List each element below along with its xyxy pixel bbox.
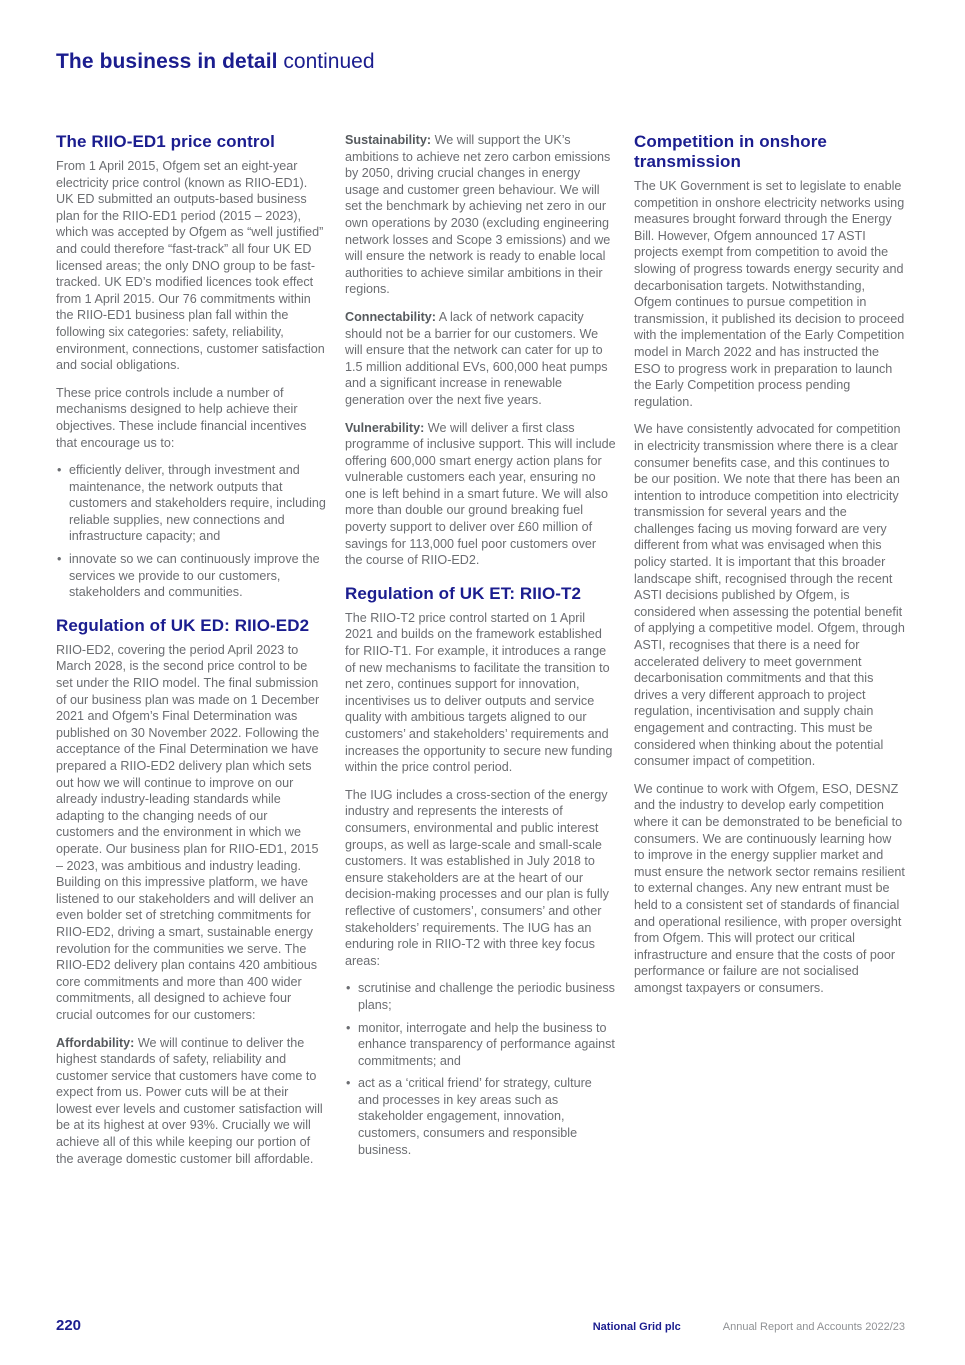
paragraph-vulnerability — [345, 420, 616, 569]
paragraph-sustainability — [345, 132, 616, 298]
paragraph-price-controls-mechanisms: These price controls include a number of mechanisms designed to help achieve their objectives. These include financial incentives that encourage us to: — [56, 385, 307, 450]
paragraph-riio-t2-overview: The RIIO-T2 price control started on 1 April 2021 and builds on the framework established for RIIO-T1. For example, it introduces a range of new mechanisms to facilitate the transition to net zero, continues support for innovation, incentivises us to deliver outputs and service quality with ambitious targets aligned to our customers’ and stakeholders’ requirements and increases the opportunity to secure new funding within the price control period. — [345, 610, 613, 775]
paragraph-connectability — [345, 309, 616, 409]
heading-riio-ed1-price-control: The RIIO-ED1 price control — [56, 132, 275, 151]
affordability-text: We will continue to deliver the highest standards of safety, reliability and customer service that customers have come to expect from us. Power cuts will be at their lowest ever levels and customer satisfaction will be at its highest at over 93%. Crucially we will achieve all of this while keeping our portion of the average domestic customer bill affordable. — [56, 1035, 323, 1166]
list-item: • monitor, interrogate and help the business to enhance transparency of performance against commitments; and — [345, 1020, 616, 1070]
footer-report-title: Annual Report and Accounts 2022/23 — [722, 1321, 905, 1333]
heading-regulation-uk-et-riio-t2: Regulation of UK ET: RIIO-T2 — [345, 583, 582, 603]
section-title-suffix: continued — [277, 50, 375, 73]
footer-right — [593, 1321, 905, 1333]
paragraph-competition-position: We have consistently advocated for competition in electricity transmission where there is a clear consumer benefits case, and this continues to be our position. We note that there has been an intention to introduce competition into electricity transmission for several years and the challenges facing us moving forward are very different from what was envisaged when this policy started. It is important that this broader landscape shift, recognised through the recent ASTI decisions published by Ofgem, is considered when assessing the potential benefit of applying a competitive model. Ofgem, through ASTI, recognises that there is a need for accelerated delivery to meet government decarbonisation commitments and that this drives a very different approach to project regulation, incentivisation and supply chain engagement and contracting. This must be considered when thinking about the potential consumer impact of competition. — [634, 422, 905, 769]
list-item: • innovate so we can continuously improve the services we provide to our customers, stakeholders and communities. — [56, 551, 327, 601]
page-number: 220 — [56, 1317, 82, 1334]
page-footer — [56, 1317, 905, 1334]
content-columns — [56, 132, 906, 1178]
sustainability-lead: Sustainability: — [345, 133, 432, 147]
paragraph-riio-ed1-intro: From 1 April 2015, Ofgem set an eight-year electricity price control (known as RIIO-ED1). UK ED submitted an outputs-based business plan for the RIIO-ED1 period (2015 – 2023), which was accepted by Ofgem as “well justified” and could therefore “fast-track” all four UK ED licensed areas; the only DNO group to be fast-tracked. UK ED’s modified licences took effect from 1 April 2015. Our 76 commitments within the RIIO-ED1 business plan fall within the following six categories: safety, reliability, environment, connections, customer satisfaction and social obligations. — [56, 159, 325, 373]
paragraph-affordability — [56, 1035, 327, 1168]
list-item: • scrutinise and challenge the periodic business plans; — [345, 980, 616, 1013]
column-2 — [345, 132, 616, 1178]
list-item: • act as a ‘critical friend’ for strategy, culture and processes in key areas such as stakeholder engagement, innovation, customers, consumers and responsible business. — [345, 1075, 616, 1158]
connectability-text: A lack of network capacity should not be a barrier for our customers. We will ensure that the network can cater for up to 1.5 million additional EVs, 600,000 heat pumps and a significant increase in renewable generation over the next five years. — [345, 309, 608, 407]
incentives-bullet-list — [56, 462, 327, 601]
sustainability-text: We will support the UK’s ambitions to achieve net zero carbon emissions by 2050, driving crucial changes in energy usage and customer green behaviour. We will set the benchmark by achieving net zero in our own operations by 2030 (excluding engineering network losses and Scope 3 emissions) and we will ensure the network is ready to enable local authorities to achieve similar ambitions in their regions. — [345, 133, 611, 297]
column-1 — [56, 132, 327, 1178]
paragraph-competition-legislation: The UK Government is set to legislate to enable competition in onshore electricity networks using measures brought forward through the Energy Bill. However, Ofgem announced 17 ASTI projects exempt from competition to avoid the slowing of progress towards energy security and decarbonisation targets. Notwithstanding, Ofgem continues to pursue competition in transmission, it published its decision to proceed with the implementation of the Early Competition model in March 2022 and has instructed the ESO to progress work in preparation to launch the Early Competition process pending regulation. — [634, 179, 905, 409]
footer-company-name: National Grid plc — [592, 1321, 681, 1333]
paragraph-competition-collaboration: We continue to work with Ofgem, ESO, DESNZ and the industry to develop early competition where it can be demonstrated to be beneficial to consumers. We are continuously learning how to improve in the energy supplier market and must ensure the network sector remains resilient to external changes. Any new entrant must be held to a consistent set of standards of financial and operational resilience, with proper oversight from Ofgem. This will protect our critical infrastructure and ensure that the costs of poor performance or failure are not socialised amongst taxpayers or consumers. — [634, 781, 905, 995]
section-title: The business in detail — [56, 50, 278, 73]
paragraph-iug-overview: The IUG includes a cross-section of the energy industry and represents the interests of consumers, environmental and public interest groups, as well as large-scale and small-scale customers. It was established in July 2018 to ensure stakeholders are at the heart of our decision-making processes and our plan is fully reflective of customers’, consumers’ and other stakeholders’ requirements. The IUG has an enduring role in RIIO-T2 with three key focus areas: — [345, 787, 609, 968]
connectability-lead: Connectability: — [345, 309, 436, 324]
page-header — [56, 50, 375, 74]
list-item: • efficiently deliver, through investment and maintenance, the network outputs that customers and stakeholders require, including reliable supplies, new connections and infrastructure capacity; and — [56, 462, 327, 545]
vulnerability-lead: Vulnerability: — [345, 420, 425, 435]
iug-focus-areas-bullet-list — [345, 980, 616, 1158]
column-3 — [634, 132, 905, 1178]
heading-regulation-uk-ed-riio-ed2: Regulation of UK ED: RIIO-ED2 — [56, 615, 310, 635]
vulnerability-text: We will deliver a first class programme of inclusive support. This will include offering 600,000 smart energy action plans for vulnerable customers each year, ensuring no one is left behind in a smart future. We will also more than double our ground breaking fuel poverty support to deliver over £60 million of savings for 113,000 fuel poor customers over the course of RIIO-ED2. — [345, 420, 616, 568]
affordability-lead: Affordability: — [56, 1035, 135, 1050]
heading-competition-onshore-transmission: Competition in onshore transmission — [634, 132, 827, 171]
paragraph-riio-ed2-overview: RIIO-ED2, covering the period April 2023 to March 2028, is the second price control to be set under the RIIO model. The final submission of our business plan was made on 1 December 2021 and Ofgem’s Final Determination was published on 30 November 2022. Following the acceptance of the Final Determination we have prepared a RIIO-ED2 delivery plan which sets out how we will continue to improve on our already industry-leading standards while adapting to the changing needs of our customers and the environment in which we operate. Our business plan for RIIO-ED1, 2015 – 2023, was ambitious and industry leading. Building on this impressive platform, we have listened to our stakeholders and will deliver an even bolder set of stretching commitments for RIIO-ED2, driving a smart, sustainable energy revolution for the communities we serve. The RIIO-ED2 delivery plan contains 420 ambitious core commitments and more than 400 wider commitments, all designed to achieve four crucial outcomes for our customers: — [56, 642, 320, 1022]
